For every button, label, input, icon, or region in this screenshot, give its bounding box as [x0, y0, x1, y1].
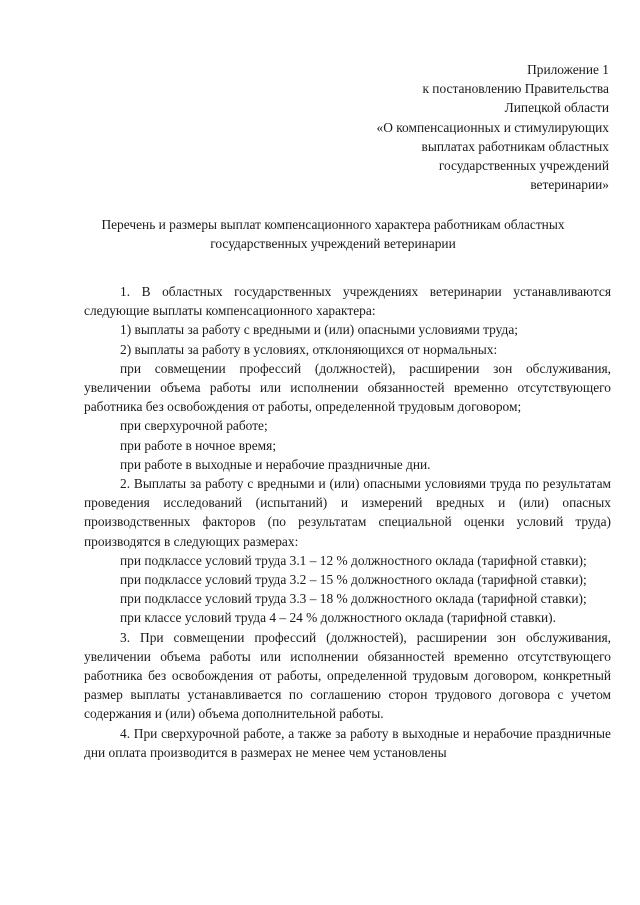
paragraph-4: 4. При сверхурочной работе, а также за работу в выходные и нерабочие праздничные дни оплата производится в размерах не менее чем установлены: [84, 725, 611, 760]
appendix-line: ветеринарии»: [530, 177, 609, 193]
document-body: [84, 282, 611, 762]
appendix-line: выплатах работникам областных: [421, 138, 609, 154]
paragraph-1-sub-4: при работе в выходные и нерабочие праздничные дни.: [120, 456, 431, 472]
title-line-1: Перечень и размеры выплат компенсационного характера работникам областных: [101, 217, 565, 232]
appendix-line: государственных учреждений: [438, 158, 609, 174]
paragraph-2: 2. Выплаты за работу с вредными и (или) опасными условиями труда по результатам проведения исследований (испытаний) и измерений вредных и (или) опасных производственных факторов (по результатам специальной оценки условий труда) производятся в следующих размерах:: [84, 476, 611, 549]
paragraph-1-sub-2: при сверхурочной работе;: [120, 418, 268, 434]
paragraph-1-item-2: 2) выплаты за работу в условиях, отклоняющихся от нормальных:: [120, 341, 498, 357]
appendix-line: Приложение 1: [527, 62, 609, 77]
appendix-header: [309, 60, 609, 194]
paragraph-1: 1. В областных государственных учреждениях ветеринарии устанавливаются следующие выплаты компенсационного характера:: [84, 284, 611, 319]
document-title: [55, 215, 611, 253]
paragraph-2-sub-1: при подклассе условий труда 3.1 – 12 % должностного оклада (тарифной ставки);: [120, 552, 587, 568]
paragraph-2-sub-2: при подклассе условий труда 3.2 – 15 % должностного оклада (тарифной ставки);: [120, 572, 587, 588]
paragraph-2-sub-4: при классе условий труда 4 – 24 % должностного оклада (тарифной ставки).: [120, 610, 556, 626]
appendix-line: к постановлению Правительства: [422, 81, 609, 97]
appendix-line: «О компенсационных и стимулирующих: [376, 119, 609, 135]
paragraph-1-sub-1: при совмещении профессий (должностей), расширении зон обслуживания, увеличении объема работы или исполнении обязанностей временно отсутствующего работника без освобождения от работы, определенной трудовым договором;: [84, 360, 611, 415]
title-line-2: государственных учреждений ветеринарии: [210, 236, 456, 252]
appendix-line: Липецкой области: [504, 100, 609, 116]
paragraph-1-sub-3: при работе в ночное время;: [120, 437, 277, 453]
paragraph-1-item-1: 1) выплаты за работу с вредными и (или) опасными условиями труда;: [120, 322, 518, 338]
paragraph-3: 3. При совмещении профессий (должностей), расширении зон обслуживания, увеличении объема работы или исполнении обязанностей временно отсутствующего работника без освобождения от работы, определенной трудовым договором, конкретный размер выплаты устанавливается по соглашению сторон трудового договора с учетом содержания и (или) объема дополнительной работы.: [84, 629, 611, 722]
paragraph-2-sub-3: при подклассе условий труда 3.3 – 18 % должностного оклада (тарифной ставки);: [120, 591, 587, 607]
